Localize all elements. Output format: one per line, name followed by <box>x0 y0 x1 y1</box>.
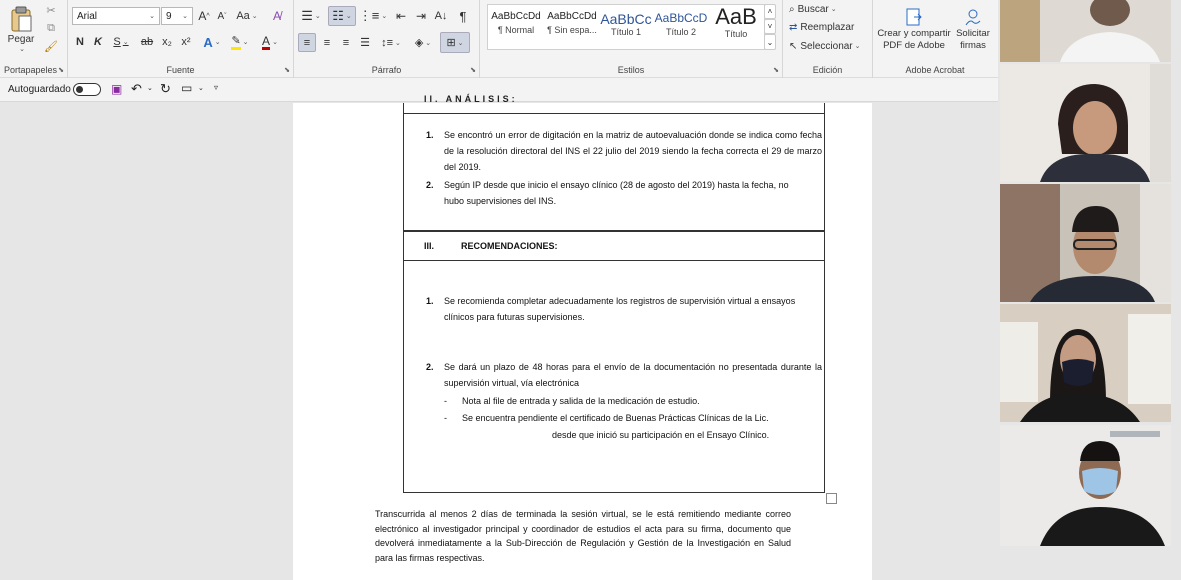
chevron-up-icon: ˄ <box>767 7 773 16</box>
change-case-glyph: Aa <box>236 10 250 22</box>
person-avatar <box>1000 0 1171 62</box>
sub-list-item <box>444 393 814 409</box>
section-heading-analysis <box>404 94 824 114</box>
gallery-more[interactable] <box>764 34 776 50</box>
item-text: Nota al file de entrada y salida de la medicación de estudio. <box>462 396 700 406</box>
document-area <box>0 94 998 580</box>
person-avatar <box>1000 304 1171 422</box>
gallery-scroll-down[interactable] <box>764 19 776 34</box>
increase-indent-button[interactable] <box>412 7 430 25</box>
recommendations-heading-row <box>403 231 825 261</box>
clear-formatting-button[interactable] <box>268 7 286 25</box>
group-label-acrobat: Adobe Acrobat <box>905 65 965 75</box>
participant-video-tile[interactable] <box>1000 64 1171 182</box>
align-left-icon: ≡ <box>303 36 311 49</box>
participant-video-tile[interactable] <box>1000 304 1171 422</box>
item-number: 1. <box>426 296 434 306</box>
multilevel-list-icon: ⋮≡ <box>358 8 380 23</box>
gallery-scroll-up[interactable] <box>764 4 776 19</box>
paste-button[interactable] <box>4 2 38 56</box>
dialog-launcher-icon[interactable]: ⬊ <box>284 67 290 74</box>
person-avatar <box>1000 64 1171 182</box>
group-fuente <box>68 0 294 78</box>
find-button[interactable] <box>789 2 837 16</box>
list-item <box>426 293 822 325</box>
style-name: ¶ Sin espa... <box>547 25 597 35</box>
sort-button[interactable] <box>432 7 450 25</box>
group-label-portapapeles: Portapapeles <box>4 65 58 75</box>
item-dash: - <box>444 396 447 406</box>
underline-button[interactable] <box>110 33 132 51</box>
chevron-down-icon[interactable]: ⌄ <box>147 85 153 92</box>
style-preview: AaBbCcD <box>654 11 708 25</box>
font-color-button[interactable] <box>258 33 282 51</box>
section-title: RECOMENDACIONES: <box>461 241 558 251</box>
participant-video-tile[interactable] <box>1000 425 1171 546</box>
analysis-heading: II. ANÁLISIS: <box>424 94 518 104</box>
list-item <box>426 127 822 175</box>
pilcrow-icon: ¶ <box>459 8 467 24</box>
request-signatures-button[interactable] <box>953 4 993 56</box>
shading-button[interactable] <box>410 33 436 52</box>
style-name: Título 2 <box>665 27 696 37</box>
group-label-edicion: Edición <box>812 65 843 75</box>
table-resize-handle[interactable] <box>826 493 837 504</box>
create-pdf-button[interactable] <box>877 4 951 56</box>
dialog-launcher-icon[interactable]: ⬊ <box>470 67 476 74</box>
cut-button[interactable] <box>42 3 60 17</box>
style-normal[interactable] <box>488 5 544 51</box>
chevron-down-icon: ⌄ <box>395 39 401 47</box>
font-size-value: 9 <box>166 10 172 22</box>
line-spacing-icon: ↕≡ <box>381 36 394 49</box>
bold-glyph: N <box>76 36 84 48</box>
cursor-icon: ↖ <box>789 40 798 52</box>
chevron-down-icon: ⌄ <box>149 13 155 20</box>
style-name: ¶ Normal <box>497 25 535 35</box>
chevron-down-icon: ⌄ <box>272 39 278 46</box>
sub-item-continuation: desde que inició su participación en el Ensayo Clínico. <box>552 430 770 440</box>
clear-format-icon: A̸ <box>272 9 281 23</box>
replace-button[interactable] <box>789 20 854 34</box>
search-icon: ⌕ <box>789 3 795 15</box>
group-label-parrafo: Párrafo <box>371 65 402 75</box>
list-item <box>426 177 822 209</box>
item-text: Se recomienda completar adecuadamente los registros de supervisión virtual a ensayos clínicos para futuras supervisiones. <box>444 296 796 322</box>
participant-video-tile[interactable] <box>1000 184 1171 302</box>
style-preview: AaBbCcDd <box>547 11 597 22</box>
chevron-down-icon: ⌄ <box>457 39 464 47</box>
chevron-down-icon: ⌄ <box>425 39 432 47</box>
ribbon <box>0 0 998 78</box>
select-button[interactable] <box>789 39 861 53</box>
align-left-button[interactable] <box>298 33 316 52</box>
dialog-launcher-icon[interactable]: ⬊ <box>58 67 64 74</box>
copy-button[interactable] <box>42 21 60 35</box>
change-case-button[interactable] <box>234 7 260 25</box>
strikethrough-button[interactable] <box>138 33 156 51</box>
chevron-down-icon: ⌄ <box>251 13 258 20</box>
chevron-down-icon: ⌄ <box>242 39 249 46</box>
item-number: 1. <box>426 130 434 140</box>
align-right-button[interactable] <box>337 33 355 52</box>
group-parrafo <box>294 0 480 78</box>
show-marks-button[interactable] <box>454 7 472 25</box>
scissors-icon: ✂ <box>46 4 56 17</box>
style-titulo[interactable] <box>710 5 762 51</box>
chevron-down-icon: ⌄ <box>214 39 221 46</box>
style-preview: AaB <box>715 4 757 29</box>
customize-qat-icon[interactable]: ▿ <box>214 83 219 92</box>
dialog-launcher-icon[interactable]: ⬊ <box>773 67 779 74</box>
borders-button[interactable] <box>440 32 470 53</box>
person-avatar <box>1000 425 1171 546</box>
create-pdf-label: Crear y compartir PDF de Adobe <box>877 28 951 51</box>
analysis-box <box>403 94 825 231</box>
font-size-combo[interactable] <box>161 7 193 25</box>
font-name-combo[interactable] <box>72 7 160 25</box>
text-effects-icon: A <box>203 34 213 50</box>
replace-icon: ⇄ <box>789 21 798 33</box>
more-icon: ⌄ <box>766 37 774 47</box>
paint-bucket-icon: ◈ <box>414 37 424 49</box>
superscript-button[interactable] <box>178 33 194 51</box>
toggle-knob <box>76 86 83 93</box>
bullet-list-icon: ☰ <box>301 8 313 23</box>
group-portapapeles <box>0 0 68 78</box>
item-text: Según IP desde que inicio el ensayo clínico (28 de agosto del 2019) hasta la fecha, no hubo supervisiones del INS. <box>444 180 789 206</box>
grow-font-glyph: A <box>198 9 207 23</box>
chevron-down-icon: ⌄ <box>122 39 129 46</box>
chevron-down-icon: ⌄ <box>182 13 188 20</box>
item-text: Se encuentra pendiente el certificado de Buenas Prácticas Clínicas de la Lic. <box>462 413 769 423</box>
strike-glyph: ab <box>140 36 154 48</box>
recommendations-box <box>403 260 825 493</box>
outdent-icon: ⇤ <box>395 9 407 23</box>
indent-icon: ⇥ <box>415 9 427 23</box>
highlight-button[interactable] <box>228 33 252 51</box>
redo-icon[interactable]: ↻ <box>160 81 171 96</box>
bullets-button[interactable] <box>298 7 324 25</box>
comment-icon[interactable]: ▭ <box>181 81 193 95</box>
style-name: Título <box>724 29 748 39</box>
chevron-down-icon: ˅ <box>767 22 773 31</box>
italic-glyph: K <box>94 36 102 48</box>
person-avatar <box>1000 184 1171 302</box>
numbered-list-icon: ☷ <box>332 8 344 23</box>
align-right-icon: ≡ <box>342 36 350 49</box>
multilevel-list-button[interactable] <box>360 7 386 25</box>
paste-label: Pegar <box>7 33 35 45</box>
find-label: Buscar <box>797 3 829 15</box>
superscript-glyph: x² <box>181 36 191 48</box>
sub-list-item <box>444 410 814 426</box>
chevron-down-icon: ⌄ <box>314 13 321 20</box>
style-preview: AaBbCc <box>600 11 652 27</box>
group-estilos <box>480 0 783 78</box>
chevron-down-icon[interactable]: ⌄ <box>198 85 204 92</box>
section-number: III. <box>424 241 435 251</box>
group-edicion <box>783 0 873 78</box>
borders-icon: ⊞ <box>446 37 456 49</box>
bold-button[interactable] <box>72 33 88 51</box>
chevron-down-icon: ⌄ <box>19 45 25 53</box>
subscript-button[interactable] <box>159 33 175 51</box>
group-label-fuente: Fuente <box>166 65 195 75</box>
save-icon[interactable]: ▣ <box>111 82 123 96</box>
decrease-indent-button[interactable] <box>392 7 410 25</box>
italic-button[interactable] <box>90 33 106 51</box>
font-name-value: Arial <box>77 10 98 22</box>
pdf-share-icon <box>905 8 923 28</box>
video-participants-panel <box>999 0 1181 580</box>
styles-gallery <box>487 4 765 50</box>
autosave-label: Autoguardado <box>8 84 71 95</box>
style-titulo-1[interactable] <box>600 5 652 51</box>
chevron-down-icon: ⌄ <box>381 13 388 20</box>
text-effects-button[interactable] <box>200 33 224 51</box>
font-color-icon: A <box>262 33 271 48</box>
closing-paragraph: Transcurrida al menos 2 días de terminada la sesión virtual, se le está remitiendo mediante correo electrónico al investigador principal y coordinador de estudios el acta para su firma, documento que devolverá inmediatamente a la Sub-Dirección de Regulación y Gestión de la Investigación en Salud para las firmas respectivas. <box>375 509 791 563</box>
style-titulo-2[interactable] <box>654 5 708 51</box>
paintbrush-icon: 🖌 <box>44 40 58 53</box>
replace-label: Reemplazar <box>800 21 855 33</box>
request-signatures-label: Solicitar firmas <box>956 28 990 51</box>
justify-icon: ☰ <box>360 37 370 49</box>
highlighter-icon: ✎ <box>231 34 240 50</box>
item-text: Se dará un plazo de 48 horas para el envío de la documentación no presentada durante la supervisión virtual, vía electrónica <box>444 362 822 388</box>
subscript-glyph: x₂ <box>162 36 172 48</box>
group-label-estilos: Estilos <box>617 65 645 75</box>
select-label: Seleccionar <box>800 40 853 52</box>
undo-icon[interactable]: ↶ <box>131 81 142 96</box>
list-item <box>426 359 822 391</box>
autosave-toggle[interactable] <box>73 83 101 96</box>
line-spacing-button[interactable] <box>378 33 404 52</box>
signature-icon <box>963 8 983 28</box>
document-page <box>293 94 872 580</box>
copy-icon: ⧉ <box>47 21 55 34</box>
style-sin-espaciado[interactable] <box>544 5 600 51</box>
clipboard-icon <box>9 6 33 32</box>
group-acrobat <box>873 0 997 78</box>
item-number: 2. <box>426 180 434 190</box>
format-painter-button[interactable] <box>42 39 60 53</box>
grow-font-button[interactable]: A ^ <box>198 9 210 23</box>
item-dash: - <box>444 413 447 423</box>
align-center-button[interactable] <box>318 33 336 52</box>
shrink-font-glyph: A <box>217 10 225 22</box>
item-number: 2. <box>426 362 434 372</box>
item-text: Se encontró un error de digitación en la matriz de autoevaluación donde se indica como fecha de la resolución directoral del INS el 22 julio del 2019 siendo la fecha correcta el 29 de marzo del 2019. <box>444 130 822 172</box>
sort-icon: A↓ <box>434 10 448 22</box>
chevron-down-icon: ⌄ <box>830 6 837 13</box>
participant-video-tile[interactable] <box>1000 0 1171 62</box>
shrink-font-button[interactable]: A ˇ <box>217 10 227 22</box>
chevron-down-icon: ⌄ <box>345 13 352 20</box>
style-preview: AaBbCcDd <box>491 11 541 22</box>
justify-button[interactable] <box>356 33 374 52</box>
align-center-icon: ≡ <box>323 36 331 49</box>
numbering-button[interactable] <box>328 6 356 26</box>
chevron-down-icon: ⌄ <box>854 43 861 50</box>
underline-glyph: S <box>113 36 121 48</box>
style-name: Título 1 <box>610 27 641 37</box>
